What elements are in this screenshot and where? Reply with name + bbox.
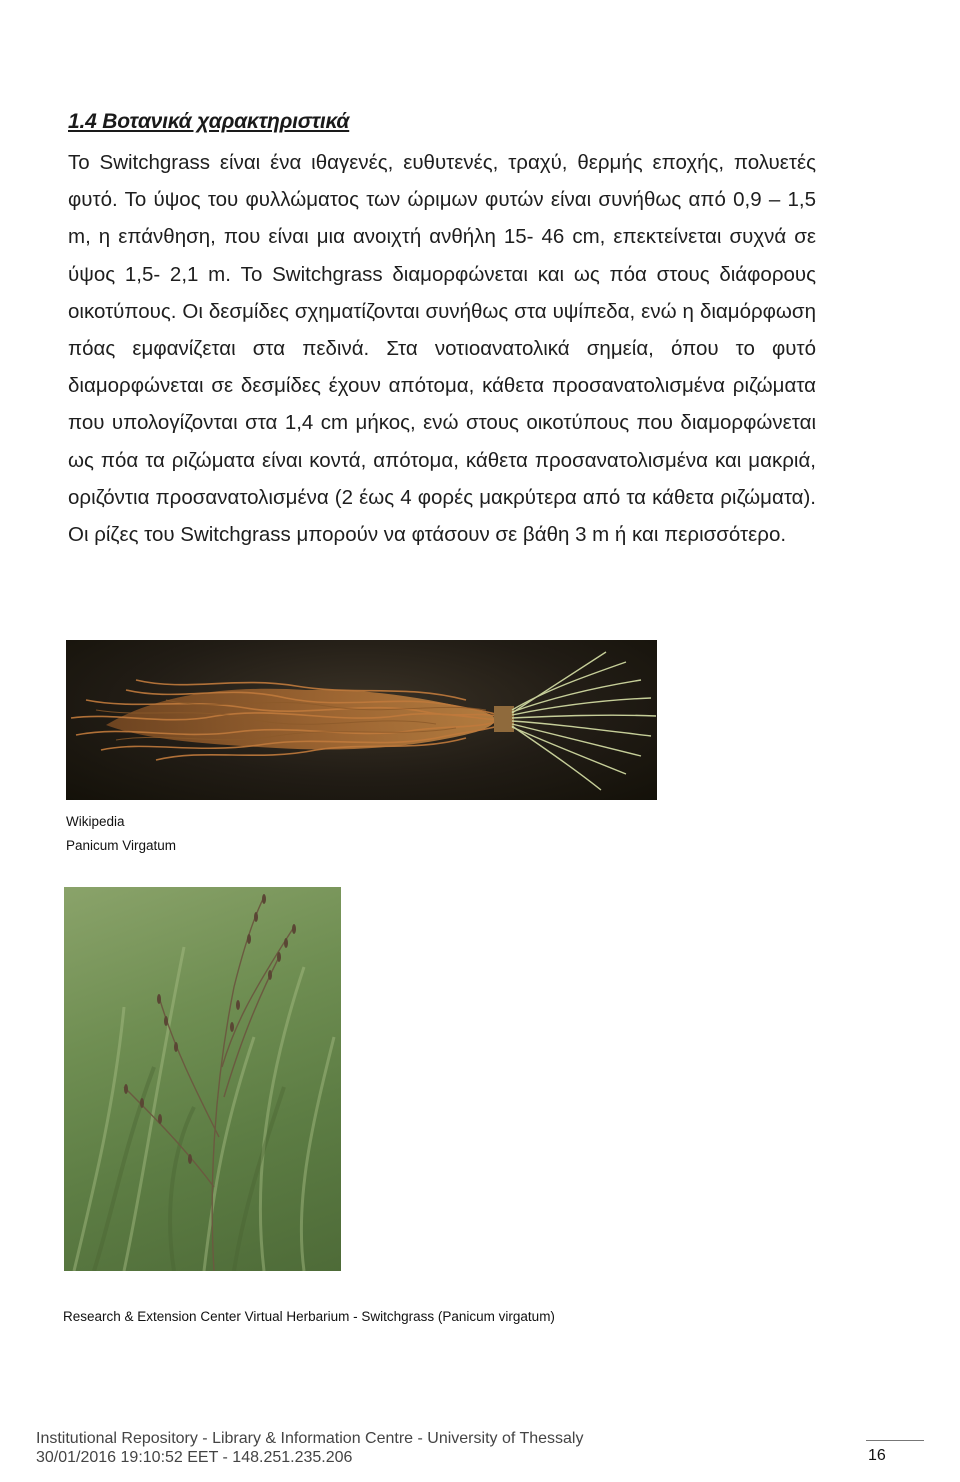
figure1-caption: Panicum Virgatum bbox=[66, 838, 177, 853]
footer-repository: Institutional Repository - Library & Information Centre - University of Thessaly bbox=[36, 1430, 584, 1447]
figure2-caption: Research & Extension Center Virtual Herbarium - Switchgrass (Panicum virgatum) bbox=[63, 1309, 555, 1324]
footer-timestamp: 30/01/2016 19:10:52 EET - 148.251.235.206 bbox=[36, 1449, 353, 1466]
section-heading: 1.4 Βοτανικά χαρακτηριστικά bbox=[68, 110, 350, 133]
switchgrass-roots-photo bbox=[66, 640, 657, 800]
page-number-rule bbox=[866, 1440, 924, 1441]
page-number: 16 bbox=[868, 1447, 886, 1464]
switchgrass-field-photo bbox=[64, 887, 341, 1271]
figure1-source: Wikipedia bbox=[66, 814, 125, 829]
section-paragraph: Το Switchgrass είναι ένα ιθαγενές, ευθυτενές, τραχύ, θερμής εποχής, πολυετές φυτό. Το ύψος του φυλλώματος των ώριμων φυτών είναι συνήθως από 0,9 – 1,5 m, η επάνθηση, που είναι μια ανοιχτή ανθήλη 15- 46 cm, επεκτείνεται συχνά σε ύψος 1,5- 2,1 m. Το Switchgrass διαμορφώνεται και ως πόα στους διάφορους οικοτύπους. Οι δεσμίδες σχηματίζονται συνήθως στα υψίπεδα, ενώ η διαμόρφωση πόας εμφανίζεται στα πεδινά. Στα νοτιοανατολικά σημεία, όπου το φυτό διαμορφώνεται σε δεσμίδες έχουν απότομα, κάθετα προσανατολισμένα ριζώματα που υπολογίζονται στα 1,4 cm μήκος, ενώ στους οικοτύπους που διαμορφώνεται ως πόα τα ριζώματα είναι κοντά, απότομα, κάθετα προσανατολισμένα και μακριά, οριζόντια προσανατολισμένα (2 έως 4 φορές μακρύτερα από τα κάθετα ριζώματα). Οι ρίζες του Switchgrass μπορούν να φτάσουν σε βάθη 3 m ή και περισσότερο. bbox=[68, 151, 816, 547]
